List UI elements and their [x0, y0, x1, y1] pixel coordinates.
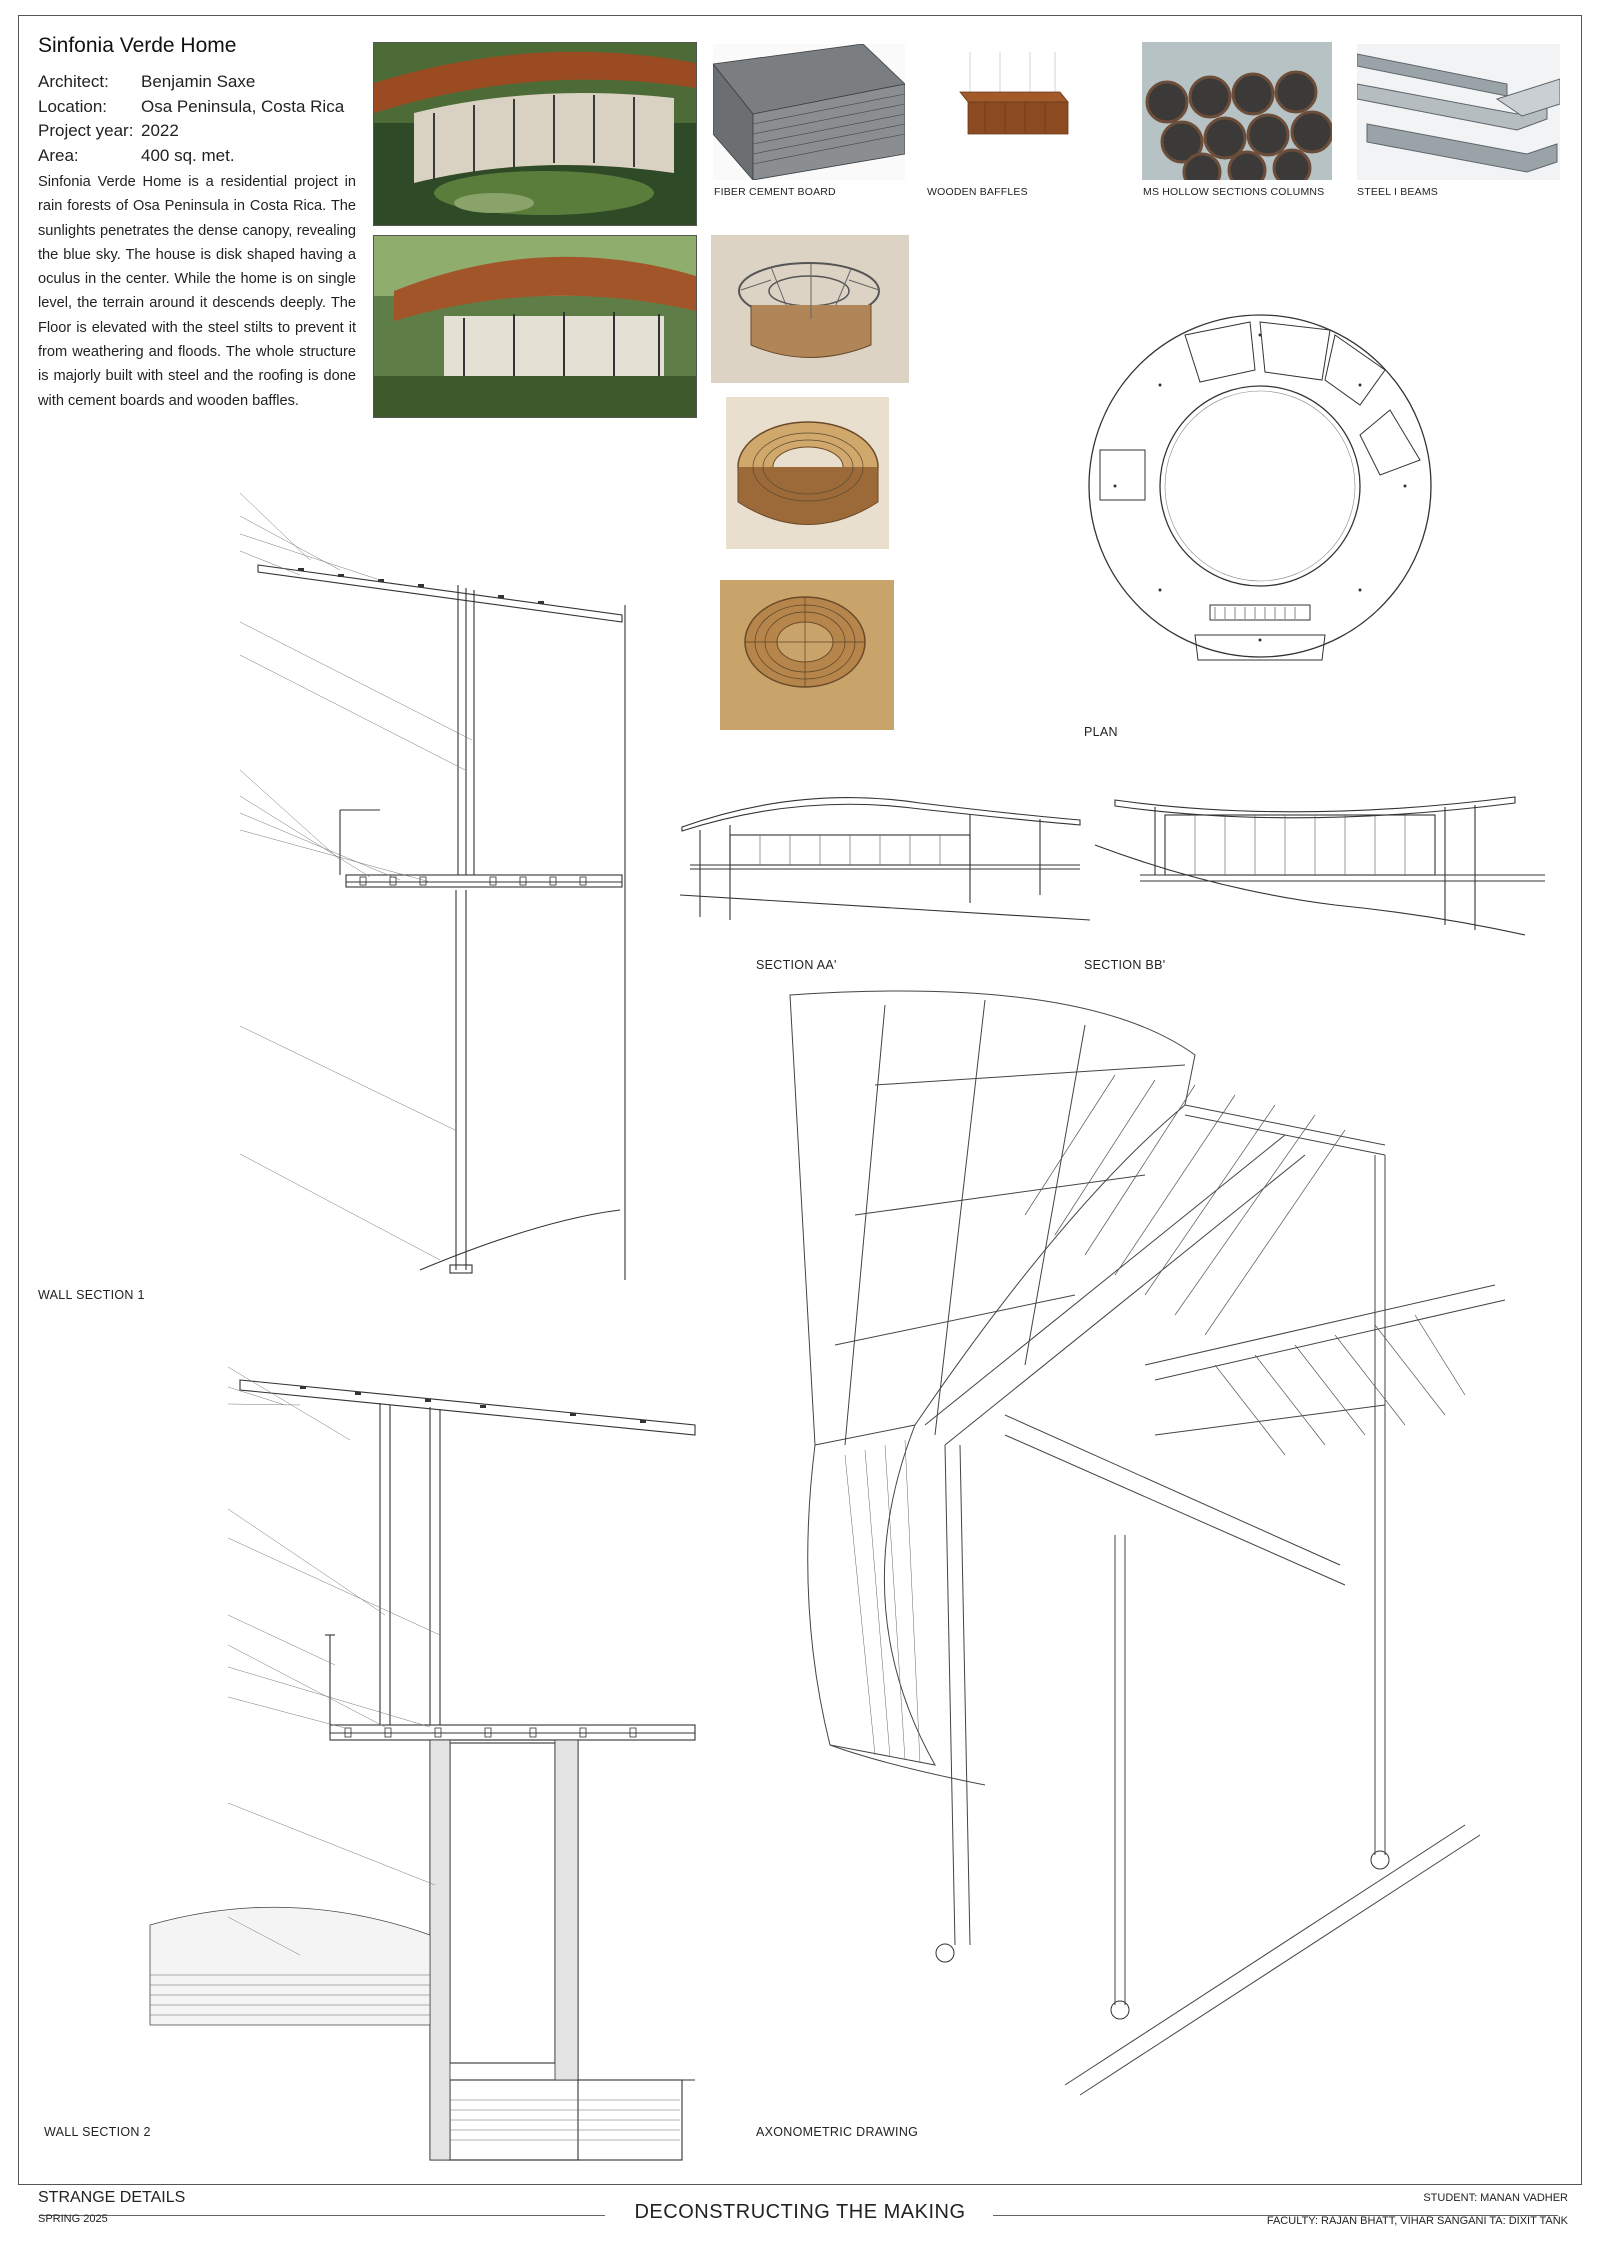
caption-steel-i-beams: STEEL I BEAMS [1357, 186, 1438, 198]
fiber-board-stack [713, 44, 905, 180]
wooden-baffles-art [950, 52, 1070, 162]
plan-drawing [1060, 290, 1460, 670]
section-aa-title: SECTION AA' [756, 958, 837, 972]
meta-value: 400 sq. met. [141, 145, 235, 165]
section-aa-drawing [680, 795, 1090, 925]
photo-house-forest [373, 235, 697, 418]
meta-row-area [38, 144, 344, 169]
meta-value: Benjamin Saxe [141, 72, 256, 91]
photo-steel-i-beams [1357, 44, 1560, 180]
meta-row-year [38, 119, 344, 144]
meta-row-location [38, 95, 344, 120]
meta-row-architect [38, 70, 344, 95]
footer-theme: DECONSTRUCTING THE MAKING [634, 2201, 966, 2223]
wall-section-1-drawing [240, 480, 660, 1300]
caption-ms-hollow-columns: MS HOLLOW SECTIONS COLUMNS [1143, 186, 1325, 198]
steel-beams-art [1357, 44, 1560, 180]
photo-house-exterior [373, 42, 697, 226]
meta-key: Area: [38, 145, 79, 165]
footer-course: STRANGE DETAILS [38, 2189, 186, 2206]
wall-section-2-drawing [140, 1365, 700, 2165]
meta-key: Project year: [38, 121, 134, 140]
plan-title: PLAN [1084, 725, 1118, 739]
project-title: Sinfonia Verde Home [38, 34, 237, 57]
caption-wooden-baffles: WOODEN BAFFLES [927, 186, 1028, 198]
photo-wooden-baffles [950, 52, 1070, 162]
photo-model-1 [711, 235, 909, 383]
section-bb-drawing [1095, 795, 1525, 935]
photo-model-2 [726, 397, 889, 549]
meta-key: Architect: [38, 72, 109, 91]
photo-house-exterior-art [374, 43, 696, 225]
project-description: Sinfonia Verde Home is a residential project in rain forests of Osa Peninsula in Costa Rica. The sunlights penetrates the dense canopy, revealing the blue sky. The house is disk shaped having a oculus in the center. While the home is on single level, the terrain around it descends deeply. The Floor is elevated with the steel stilts to prevent it from weathering and floods. The whole structure is majorly built with steel and the roofing is done with cement boards and wooden baffles. [38, 174, 356, 409]
wall-section-1-title: WALL SECTION 1 [38, 1288, 145, 1302]
hollow-sections-art [1142, 42, 1332, 180]
footer-faculty: FACULTY: RAJAN BHATT, VIHAR SANGANI TA: DIXIT TANK [1266, 2215, 1568, 2227]
photo-fiber-cement-board [713, 44, 905, 180]
wall-section-2-title: WALL SECTION 2 [44, 2125, 151, 2139]
section-bb-title: SECTION BB' [1084, 958, 1166, 972]
photo-ms-hollow-columns [1142, 42, 1332, 180]
model-3-art [720, 580, 894, 730]
photo-house-forest-art [374, 236, 696, 417]
caption-fiber-cement-board: FIBER CEMENT BOARD [714, 186, 836, 198]
model-1-art [711, 235, 909, 383]
axonometric-title: AXONOMETRIC DRAWING [756, 2125, 919, 2139]
footer-student: STUDENT: MANAN VADHER [1423, 2192, 1568, 2204]
meta-key: Location: [38, 96, 107, 116]
project-meta [38, 70, 344, 168]
axonometric-drawing [785, 985, 1485, 2125]
meta-value: Osa Peninsula, Costa Rica [141, 96, 345, 116]
photo-model-3 [720, 580, 894, 730]
model-2-art [726, 397, 889, 549]
meta-value: 2022 [141, 121, 179, 140]
footer-term: SPRING 2025 [38, 2213, 108, 2225]
